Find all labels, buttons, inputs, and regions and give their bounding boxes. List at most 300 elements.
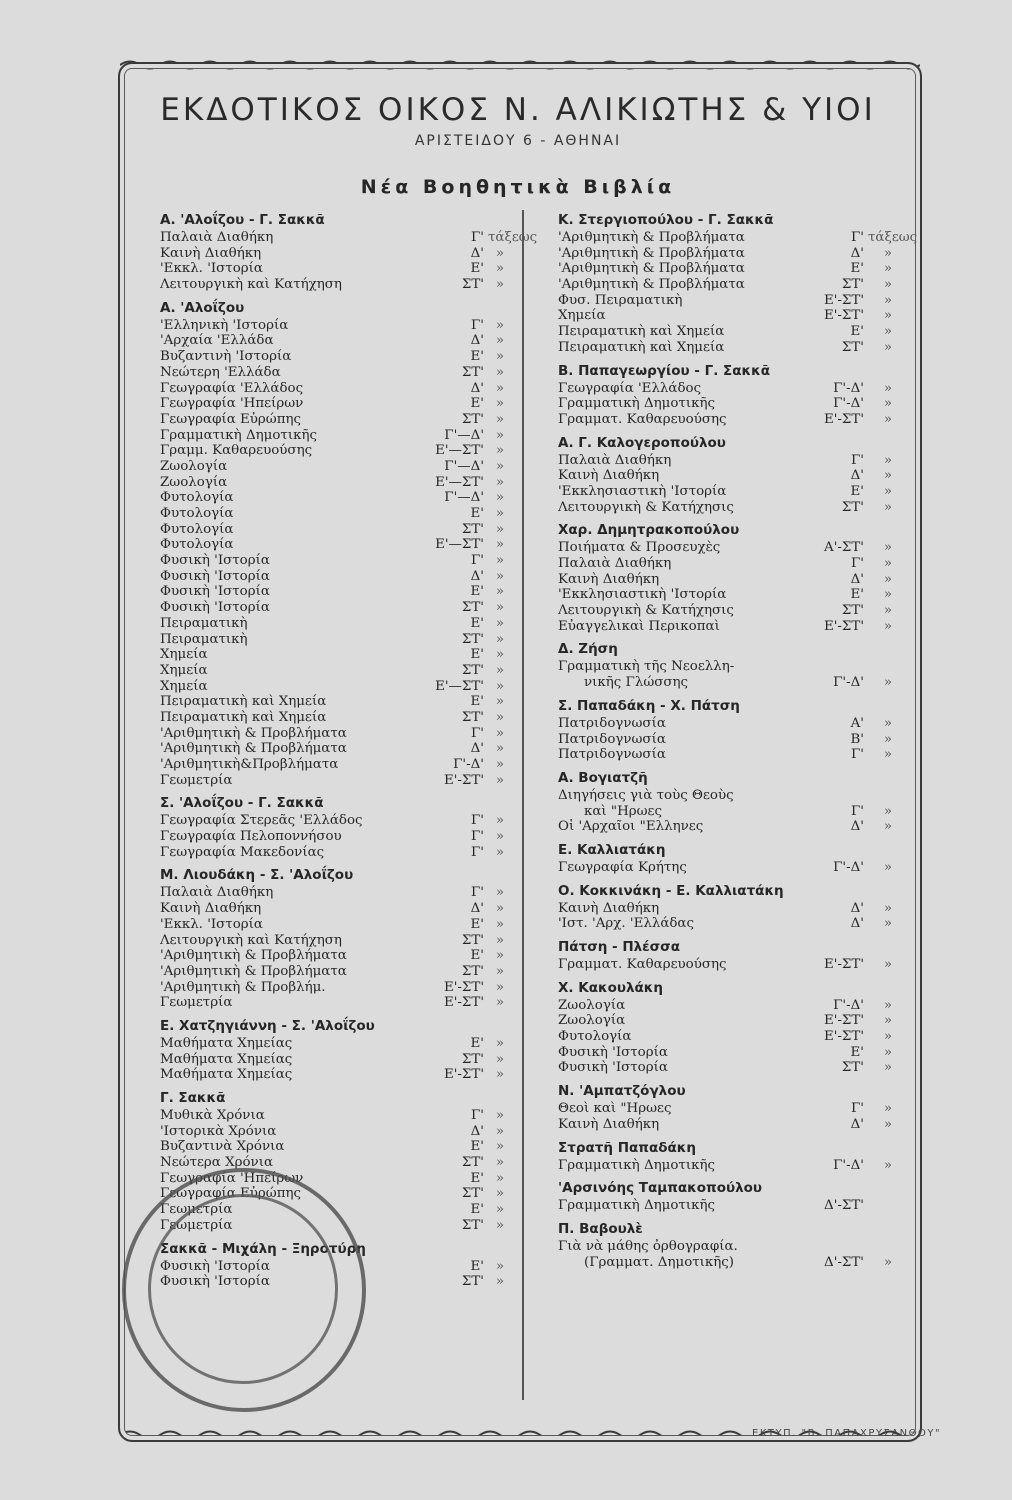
book-grade: Γ' — [471, 813, 484, 829]
book-title: Χημεία — [558, 308, 606, 324]
book-title: 'Ελληνικὴ 'Ιστορία — [160, 317, 289, 333]
book-title: 'Αριθμητικὴ & Προβλήματα — [558, 261, 745, 277]
book-title: Γραμματικὴ Δημοτικῆς — [160, 427, 317, 443]
book-title: Γεωγραφία Εὐρώπης — [160, 1186, 302, 1202]
ditto-mark: » — [495, 474, 505, 490]
book-grade: Ε'—ΣΤ' — [435, 443, 484, 459]
book-title: Γεωγραφία 'Ελλάδος — [160, 380, 304, 396]
book-title: Φυσικὴ 'Ιστορία — [558, 1044, 668, 1060]
book-entry — [558, 500, 908, 516]
book-title: Καινὴ Διαθήκη — [558, 468, 660, 484]
book-entry — [160, 506, 512, 522]
book-grade: ΣΤ' — [461, 364, 484, 380]
book-grade — [798, 659, 868, 675]
author-heading: Ε. Χατζηγιάννη - Σ. 'Αλοΐζου — [160, 1017, 375, 1034]
book-grade: ΣΤ' — [841, 1060, 864, 1076]
book-grade: Ε'-ΣΤ' — [823, 308, 864, 324]
book-grade: ΣΤ' — [841, 499, 864, 515]
book-title: Ζωολογία — [558, 1013, 626, 1029]
ditto-mark: » — [883, 380, 893, 396]
book-title: Γεωμετρία — [160, 1217, 233, 1233]
book-grade: Δ' — [850, 900, 864, 916]
book-title: 'Αριθμητικὴ & Προβλήματα — [160, 963, 347, 979]
book-title: Φυσικὴ 'Ιστορία — [160, 553, 270, 569]
book-entry — [160, 428, 512, 444]
book-entry — [558, 468, 908, 484]
book-grade: ΣΤ' — [461, 277, 484, 293]
book-title: Πατριδογνωσία — [558, 731, 666, 747]
book-title: Παλαιὰ Διαθήκη — [558, 452, 672, 468]
ditto-mark — [868, 659, 908, 675]
book-grade: ΣΤ' — [461, 411, 484, 427]
book-entry — [558, 230, 918, 246]
book-entry — [160, 995, 512, 1011]
ditto-mark: » — [883, 803, 893, 819]
book-entry — [160, 1218, 512, 1234]
book-title: Μαθήματα Χημείας — [160, 1051, 293, 1067]
book-title: 'Εκκλ. 'Ιστορία — [160, 916, 263, 932]
book-grade: Γ' — [851, 556, 864, 571]
right-book-column — [558, 210, 918, 1270]
book-title: 'Αριθμητικὴ & Προβλήματα — [160, 725, 347, 741]
author-heading: Β. Παπαγεωργίου - Γ. Σακκᾶ — [558, 362, 770, 379]
ditto-mark: » — [495, 506, 505, 521]
book-grade: Α'-ΣΤ' — [824, 540, 864, 556]
book-title: Γραμματικὴ Δημοτικῆς — [558, 396, 715, 412]
book-grade: Ε'-ΣΤ' — [823, 957, 864, 972]
book-entry — [160, 277, 512, 293]
author-heading: Σ. 'Αλοΐζου - Γ. Σακκᾶ — [160, 795, 324, 812]
book-title: Πειραματικὴ καὶ Χημεία — [160, 709, 327, 725]
ditto-mark: » — [495, 600, 505, 616]
book-entry — [160, 757, 512, 773]
book-entry — [558, 308, 908, 324]
book-entry — [558, 675, 908, 691]
book-entry — [558, 747, 908, 763]
book-entry — [160, 964, 512, 980]
ditto-mark: » — [883, 483, 893, 499]
ditto-mark: » — [883, 731, 893, 747]
book-entry — [160, 412, 512, 428]
book-grade: Ε' — [470, 1170, 484, 1186]
ditto-mark: » — [495, 411, 505, 427]
ditto-mark: » — [495, 1067, 505, 1083]
ditto-mark: » — [883, 1029, 893, 1045]
ditto-mark: » — [495, 979, 505, 995]
book-entry — [160, 917, 512, 933]
book-title: Πειραματικὴ καὶ Χημεία — [558, 339, 725, 355]
book-entry — [558, 659, 908, 675]
ditto-mark: » — [495, 1035, 505, 1051]
book-entry — [558, 804, 908, 820]
book-grade: ΣΤ' — [461, 1155, 484, 1171]
book-entry — [160, 1155, 512, 1171]
book-grade: ΣΤ' — [461, 521, 484, 537]
book-grade: Ε' — [470, 948, 484, 964]
book-entry — [558, 603, 908, 619]
ditto-mark: » — [883, 859, 893, 875]
book-title: Γεωγραφία Στερεᾶς 'Ελλάδος — [160, 813, 363, 829]
ditto-mark: » — [883, 675, 893, 691]
book-grade: Δ' — [470, 741, 484, 757]
ditto-mark: » — [883, 396, 893, 412]
book-title: Πατριδογνωσία — [558, 747, 666, 763]
book-grade: Ε' — [850, 587, 864, 603]
ditto-mark: τάξεως — [488, 230, 538, 245]
ditto-mark: » — [495, 772, 505, 788]
book-title: Βυζαντινὴ 'Ιστορία — [160, 349, 292, 365]
book-title: Παλαιὰ Διαθήκη — [558, 556, 672, 571]
author-heading: Π. Βαβουλὲ — [558, 1220, 643, 1237]
book-entry — [160, 980, 512, 996]
book-grade: Β' — [850, 731, 864, 747]
book-entry — [160, 1124, 512, 1140]
book-title: Γραμματ. Καθαρευούσης — [558, 957, 727, 972]
book-entry — [160, 584, 512, 600]
ditto-mark: » — [883, 819, 893, 835]
book-title: 'Εκκλ. 'Ιστορία — [160, 261, 263, 277]
ditto-mark: » — [495, 490, 505, 506]
ditto-mark: » — [495, 568, 505, 584]
book-entry — [160, 616, 512, 632]
book-entry — [160, 1186, 512, 1202]
book-entry — [160, 261, 512, 277]
book-title: Ζωολογία — [160, 458, 228, 474]
ditto-mark: » — [883, 556, 893, 571]
ditto-mark: » — [495, 757, 505, 772]
book-title: Φυτολογία — [558, 1029, 632, 1045]
book-grade: Γ'-Δ' — [833, 396, 864, 412]
book-grade — [798, 1239, 868, 1255]
book-title: Λειτουργικὴ καὶ Κατήχηση — [160, 932, 342, 948]
book-grade: Δ' — [850, 245, 864, 261]
book-entry — [558, 1101, 908, 1117]
book-entry — [558, 324, 908, 340]
book-entry — [160, 569, 512, 585]
book-entry — [558, 396, 908, 412]
book-title: Φυσικὴ 'Ιστορία — [160, 600, 270, 616]
book-title: 'Αριθμητικὴ&Προβλήματα — [160, 757, 339, 772]
book-title: Φυσ. Πειραματικὴ — [558, 292, 683, 308]
ditto-mark: » — [495, 364, 505, 380]
author-heading: Α. 'Αλοΐζου - Γ. Σακκᾶ — [160, 212, 325, 228]
book-entry — [160, 318, 512, 334]
book-grade: Γ'-Δ' — [453, 757, 484, 772]
ditto-mark: » — [883, 324, 893, 340]
book-grade: ΣΤ' — [461, 709, 484, 725]
ditto-mark: » — [495, 427, 505, 443]
book-grade: Γ' — [851, 1101, 864, 1117]
book-entry — [160, 663, 512, 679]
ditto-mark: » — [495, 995, 505, 1011]
book-title: Φυσικὴ 'Ιστορία — [160, 1274, 270, 1290]
ditto-mark: » — [883, 339, 893, 355]
book-title: Γραμματ. Καθαρευούσης — [558, 411, 727, 427]
ditto-mark: » — [883, 747, 893, 763]
book-entry — [558, 540, 908, 556]
book-grade: Ε'—ΣΤ' — [435, 678, 484, 694]
book-title: Πειραματικὴ — [160, 631, 248, 647]
ditto-mark: » — [495, 885, 505, 901]
book-entry — [160, 1036, 512, 1052]
book-grade: Ε' — [470, 916, 484, 932]
book-grade: Ε' — [850, 1044, 864, 1060]
book-entry — [160, 632, 512, 648]
ditto-mark: » — [495, 741, 505, 757]
book-title: Γεωμετρία — [160, 1202, 233, 1218]
book-title: Διηγήσεις γιὰ τοὺς Θεοὺς — [558, 787, 734, 803]
book-entry — [558, 957, 908, 973]
book-title: Οἱ 'Αρχαῖοι "Ελληνες — [558, 819, 704, 835]
book-grade: Γ' — [471, 317, 484, 333]
ditto-mark: » — [495, 829, 505, 845]
book-title: Καινὴ Διαθήκη — [558, 571, 660, 587]
book-grade: Ε' — [850, 261, 864, 277]
book-grade: Ε' — [470, 647, 484, 663]
ditto-mark: » — [495, 458, 505, 474]
ditto-mark: » — [495, 1186, 505, 1202]
book-title: Λειτουργικὴ καὶ Κατήχηση — [160, 277, 342, 293]
book-entry — [160, 901, 512, 917]
book-title: Χημεία — [160, 662, 208, 678]
book-entry — [160, 885, 512, 901]
book-entry — [160, 1067, 512, 1083]
book-grade: Γ' — [471, 553, 484, 569]
ditto-mark: » — [495, 932, 505, 948]
publisher-name: ΕΚΔΟΤΙΚΟΣ ΟΙΚΟΣ Ν. ΑΛΙΚΙΩΤΗΣ & ΥΙΟΙ — [160, 92, 876, 128]
ditto-mark: » — [495, 553, 505, 569]
author-heading: Α. Γ. Καλογεροπούλου — [558, 434, 726, 451]
book-grade: Γ'—Δ' — [444, 458, 484, 474]
book-grade: Γ' — [471, 1108, 484, 1123]
book-grade: ΣΤ' — [461, 1051, 484, 1067]
book-title: καὶ "Ηρωες — [584, 803, 662, 819]
author-heading: Δ. Ζήση — [558, 641, 618, 658]
book-grade: ΣΤ' — [841, 339, 864, 355]
author-heading: Γ. Σακκᾶ — [160, 1090, 226, 1106]
book-title: 'Εκκλησιαστικὴ 'Ιστορία — [558, 587, 727, 603]
book-entry — [160, 710, 512, 726]
book-entry — [558, 1013, 908, 1029]
ditto-mark: » — [495, 1258, 505, 1274]
book-grade: Ε'-ΣΤ' — [443, 995, 484, 1011]
left-book-column — [160, 210, 538, 1290]
book-title: 'Αριθμητικὴ & Προβλήματα — [558, 230, 745, 245]
book-title: Γεωγραφία Κρήτης — [558, 859, 687, 875]
book-title: Πατριδογνωσία — [558, 715, 666, 731]
book-title: Πειραματικὴ — [160, 615, 248, 631]
book-grade: Γ' — [471, 885, 484, 901]
book-grade: Γ' — [851, 803, 864, 819]
book-title: Γραμματικὴ Δημοτικῆς — [558, 1157, 715, 1173]
book-grade: Ε' — [470, 584, 484, 600]
book-grade: Γ'-Δ' — [833, 1157, 864, 1173]
book-entry — [558, 293, 908, 309]
book-entry — [160, 948, 512, 964]
book-entry — [558, 1239, 908, 1255]
book-grade: ΣΤ' — [461, 1274, 484, 1290]
ditto-mark: » — [883, 468, 893, 484]
book-entry — [160, 1139, 512, 1155]
ditto-mark: » — [883, 411, 893, 427]
publisher-address: ΑΡΙΣΤΕΙΔΟΥ 6 - ΑΘΗΝΑΙ — [414, 133, 622, 149]
book-grade: Ε' — [470, 615, 484, 631]
book-entry — [558, 572, 908, 588]
book-title: Γεωγραφία 'Ηπείρων — [160, 1170, 304, 1186]
book-title: Νεώτερη 'Ελλάδα — [160, 364, 281, 380]
book-entry — [558, 901, 908, 917]
ditto-mark: » — [883, 1013, 893, 1029]
book-entry — [160, 679, 512, 695]
ditto-mark: » — [883, 957, 893, 972]
book-grade: Ε' — [470, 396, 484, 412]
ditto-mark: » — [495, 1108, 505, 1123]
book-grade: ΣΤ' — [841, 277, 864, 293]
book-entry — [558, 246, 908, 262]
book-entry — [160, 1274, 512, 1290]
book-grade: Ε' — [850, 483, 864, 499]
ditto-mark: » — [495, 1123, 505, 1139]
book-title: Ζωολογία — [558, 997, 626, 1013]
ditto-mark: » — [883, 916, 893, 932]
book-grade: ΣΤ' — [461, 600, 484, 616]
book-entry — [160, 647, 512, 663]
book-grade: Γ' — [471, 725, 484, 741]
book-grade: Γ'-Δ' — [833, 859, 864, 875]
ditto-mark: » — [495, 380, 505, 396]
book-entry — [160, 553, 512, 569]
book-grade: Ε' — [470, 1139, 484, 1155]
ditto-mark: » — [883, 715, 893, 731]
book-title: 'Αρχαία 'Ελλάδα — [160, 333, 274, 349]
book-title: Φυτολογία — [160, 537, 234, 553]
book-grade: ΣΤ' — [461, 631, 484, 647]
ditto-mark: » — [495, 333, 505, 349]
book-grade: Δ' — [470, 568, 484, 584]
book-entry — [558, 819, 908, 835]
book-title: Παλαιὰ Διαθήκη — [160, 230, 274, 245]
author-heading: Ε. Καλλιατάκη — [558, 841, 666, 858]
ditto-mark: » — [495, 584, 505, 600]
book-grade: Ε' — [470, 1258, 484, 1274]
book-title: Ποιήματα & Προσευχὲς — [558, 540, 721, 556]
book-grade: Ε'-ΣΤ' — [823, 1029, 864, 1045]
book-title: Μυθικὰ Χρόνια — [160, 1108, 265, 1123]
author-heading: Σακκᾶ - Μιχάλη - Ξηροτύρη — [160, 1240, 366, 1257]
book-title: Γραμματικὴ τῆς Νεοελλη- — [558, 659, 735, 675]
author-heading: Α. Βογιατζῆ — [558, 769, 648, 786]
book-entry — [160, 1052, 512, 1068]
book-grade: Ε'-ΣΤ' — [443, 1067, 484, 1083]
book-grade: ΣΤ' — [461, 1186, 484, 1202]
ditto-mark: » — [495, 1217, 505, 1233]
book-entry — [160, 443, 512, 459]
book-title: Καινὴ Διαθήκη — [558, 900, 660, 916]
book-entry — [160, 475, 512, 491]
ditto-mark: » — [495, 631, 505, 647]
book-title: Γεωγραφία Μακεδονίας — [160, 844, 325, 860]
ditto-mark: » — [883, 277, 893, 293]
book-grade: ΣΤ' — [461, 932, 484, 948]
book-grade: Ε' — [470, 694, 484, 710]
book-title: Φυτολογία — [160, 490, 234, 506]
book-entry — [160, 365, 512, 381]
ditto-mark — [868, 788, 908, 804]
ditto-mark: » — [495, 844, 505, 860]
book-grade: Γ'—Δ' — [444, 490, 484, 506]
ditto-mark: » — [495, 963, 505, 979]
book-entry — [160, 396, 512, 412]
book-grade: Α' — [850, 715, 864, 731]
book-title: Μαθήματα Χημείας — [160, 1035, 293, 1051]
book-grade: ΣΤ' — [461, 662, 484, 678]
book-grade: Ε'—ΣΤ' — [435, 474, 484, 490]
book-grade: Δ' — [470, 245, 484, 261]
ditto-mark: » — [495, 537, 505, 553]
book-title: Νεώτερα Χρόνια — [160, 1155, 273, 1171]
book-title: 'Ιστορικὰ Χρόνια — [160, 1123, 277, 1139]
book-grade: Ε' — [470, 506, 484, 521]
author-heading: Σ. Παπαδάκη - Χ. Πάτση — [558, 697, 740, 714]
ditto-mark: » — [495, 1274, 505, 1290]
book-title: Καινὴ Διαθήκη — [160, 245, 262, 261]
ditto-mark: » — [883, 571, 893, 587]
book-entry — [558, 916, 908, 932]
author-heading: Πάτση - Πλέσσα — [558, 939, 680, 955]
book-grade: Ε'-ΣΤ' — [823, 1013, 864, 1029]
ditto-mark: » — [495, 709, 505, 725]
author-heading: Χ. Κακουλάκη — [558, 979, 663, 996]
book-title: Παλαιὰ Διαθήκη — [160, 885, 274, 901]
book-grade: Γ' — [471, 230, 484, 245]
book-title: Φυσικὴ 'Ιστορία — [160, 568, 270, 584]
book-title: Πειραματικὴ καὶ Χημεία — [558, 324, 725, 340]
author-heading: Μ. Λιουδάκη - Σ. 'Αλοΐζου — [160, 867, 354, 884]
book-grade: Ε' — [850, 324, 864, 340]
book-grade: Δ' — [850, 571, 864, 587]
ditto-mark: » — [495, 647, 505, 663]
author-heading: Α. 'Αλοΐζου — [160, 299, 245, 316]
book-entry — [160, 522, 512, 538]
ditto-mark: » — [883, 452, 893, 468]
book-title: Γεωμετρία — [160, 995, 233, 1011]
book-entry — [160, 230, 538, 246]
book-title: Θεοὶ καὶ "Ηρωες — [558, 1101, 672, 1117]
book-entry — [160, 726, 512, 742]
book-grade: Γ'—Δ' — [444, 427, 484, 443]
book-title: 'Εκκλησιαστικὴ 'Ιστορία — [558, 483, 727, 499]
ditto-mark — [868, 1239, 908, 1255]
ditto-mark: » — [883, 1157, 893, 1173]
book-grade: Δ' — [470, 901, 484, 917]
book-grade — [798, 788, 868, 804]
book-grade: Δ'-ΣΤ' — [824, 1198, 864, 1214]
book-entry — [558, 340, 908, 356]
ditto-mark: » — [495, 901, 505, 917]
ditto-mark: » — [883, 587, 893, 603]
book-entry — [558, 619, 908, 635]
ditto-mark: » — [883, 292, 893, 308]
book-entry — [558, 1158, 908, 1174]
ditto-mark: » — [495, 662, 505, 678]
book-title: 'Αριθμητικὴ & Προβλήμ. — [160, 979, 326, 995]
author-heading: Χαρ. Δημητρακοπούλου — [558, 522, 740, 539]
book-grade: Ε' — [470, 1202, 484, 1218]
ditto-mark: » — [495, 615, 505, 631]
ditto-mark: » — [495, 349, 505, 365]
book-entry — [160, 490, 512, 506]
book-entry — [558, 556, 908, 572]
